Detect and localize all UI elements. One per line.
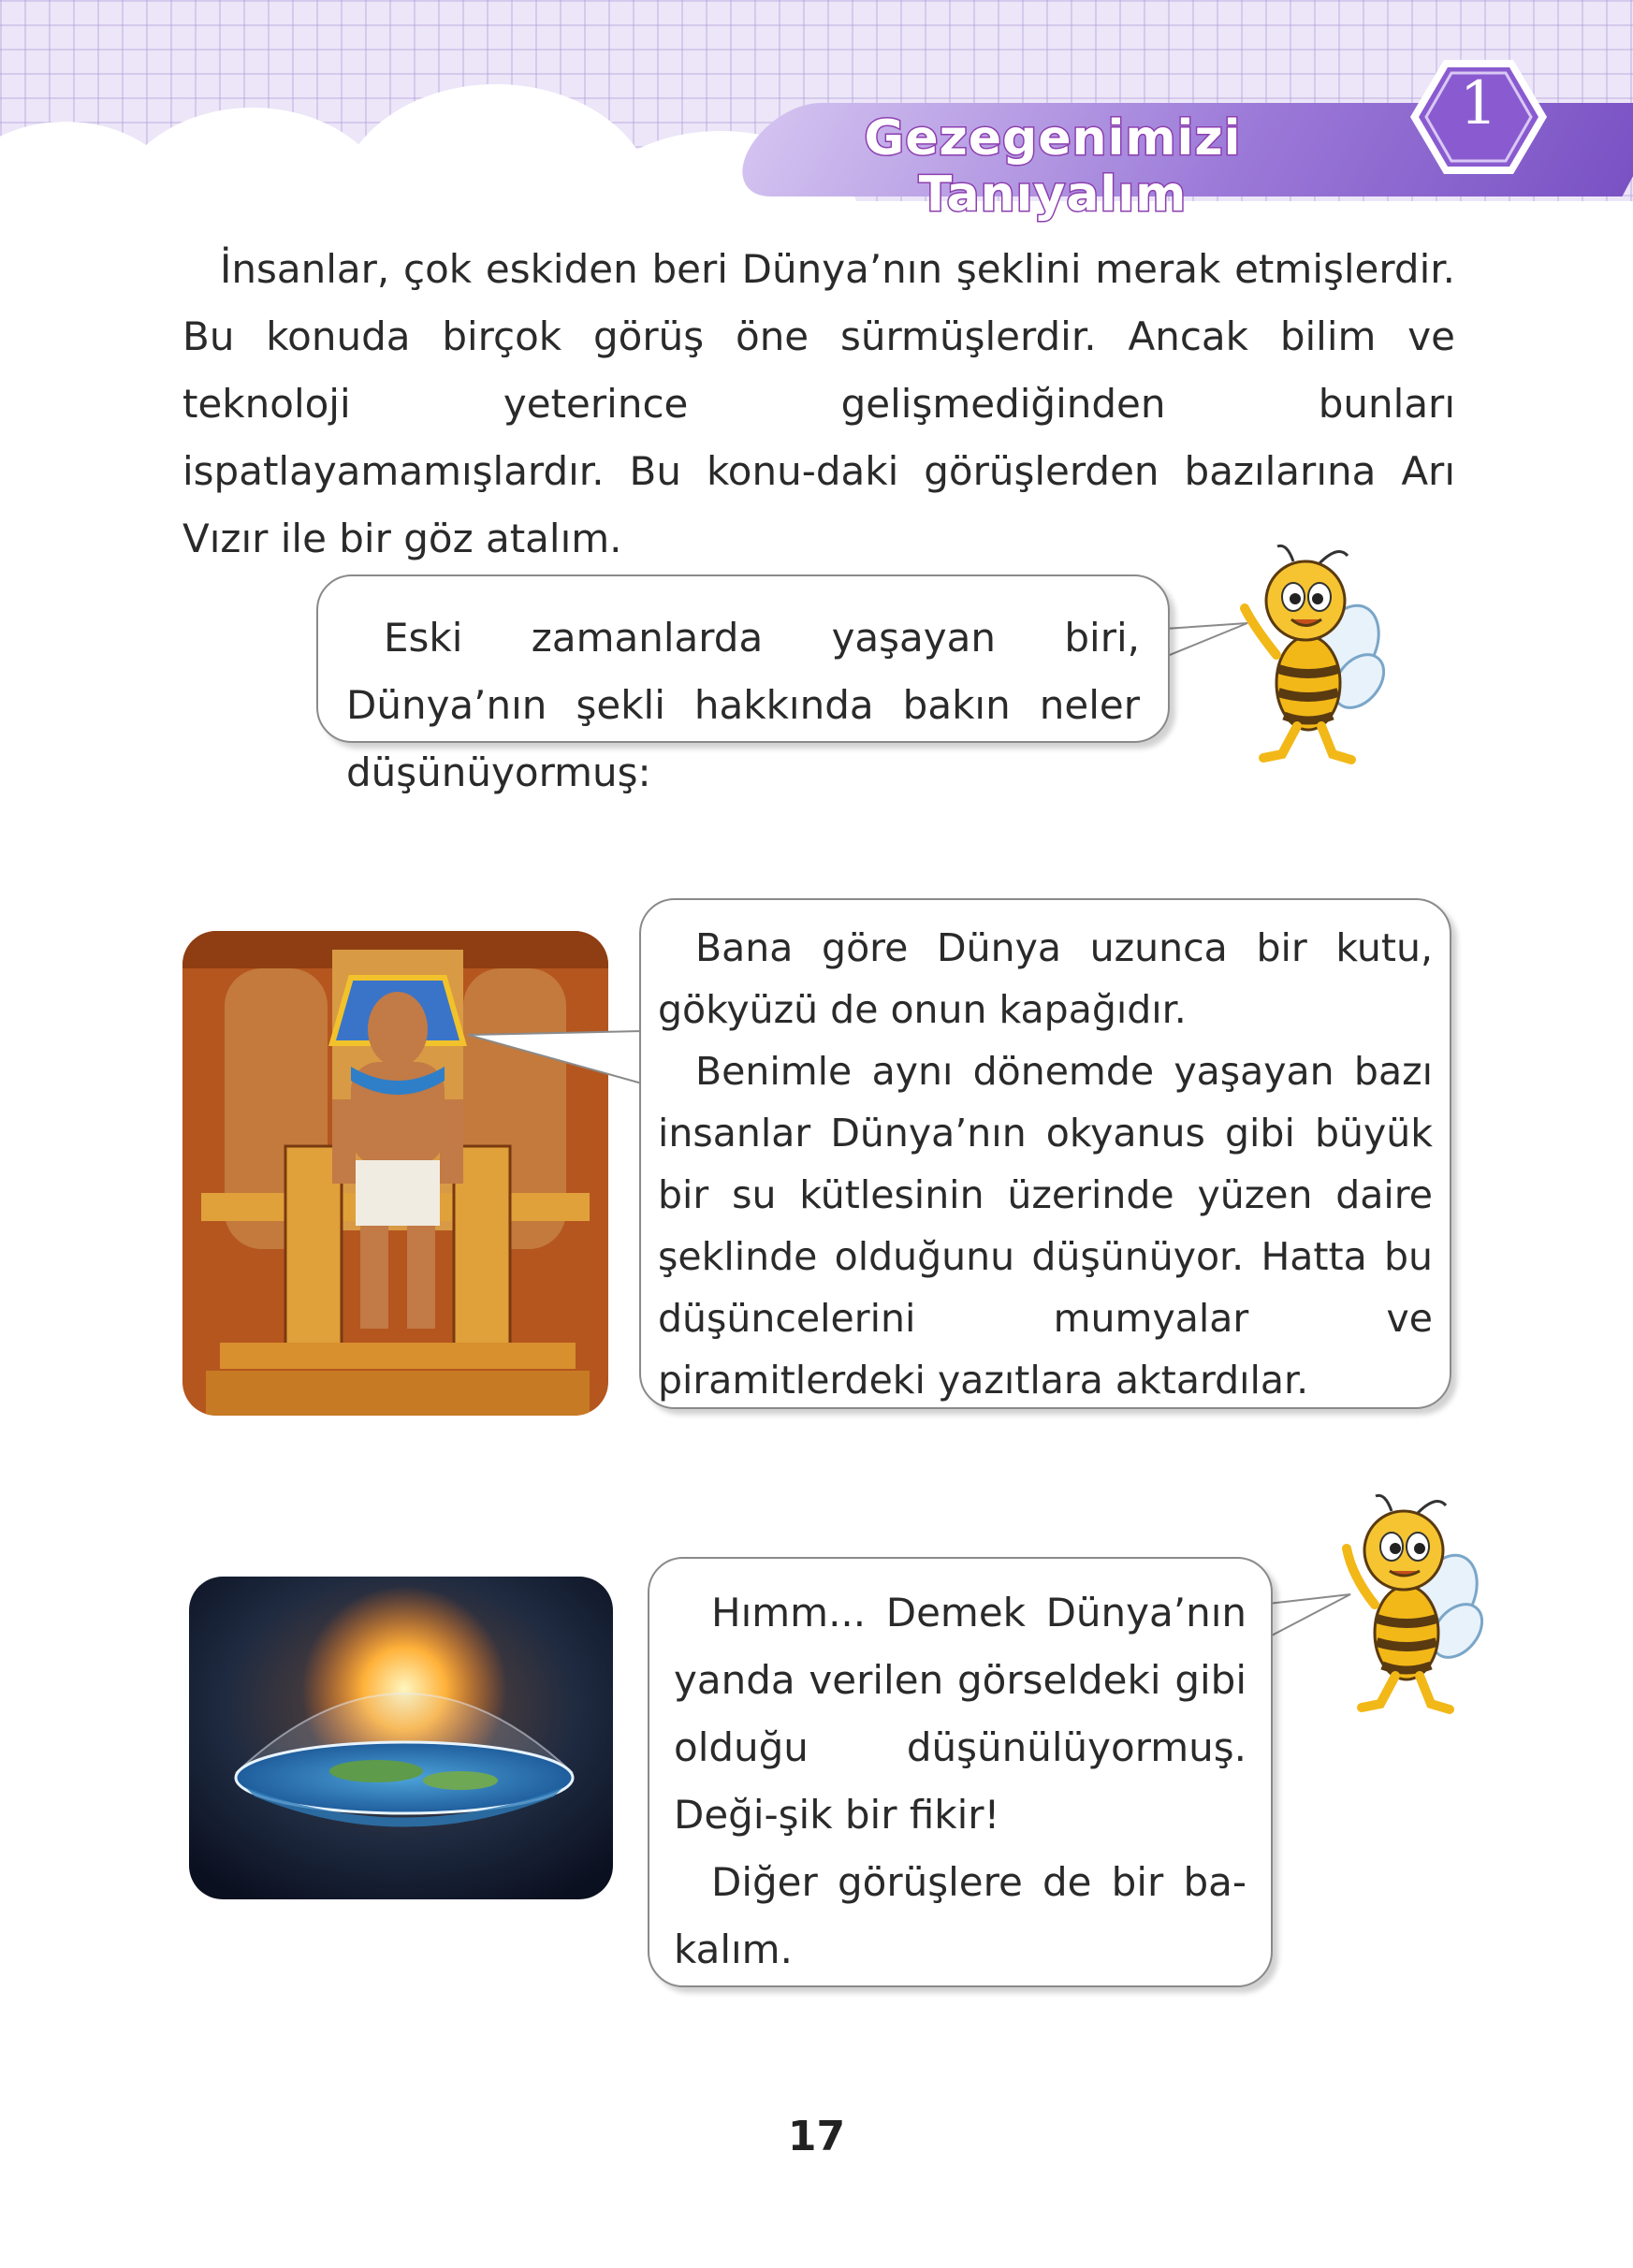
bubble-text: Bana göre Dünya uzunca bir kutu, gökyüzü de onun kapağıdır. — [658, 925, 1433, 1032]
speech-bubble-bee-1 — [316, 574, 1170, 795]
flat-earth-icon — [189, 1577, 613, 1899]
speech-bubble-bee-2 — [648, 1557, 1273, 1987]
pharaoh-illustration — [182, 931, 608, 1416]
flat-earth-illustration — [189, 1577, 613, 1899]
bubble-text: Benimle aynı dönemde yaşayan bazı insanlar Dünya’nın okyanus gibi büyük bir su kütlesinin üzerinde yüzen daire şeklinde olduğunu düşünüyor. Hatta bu düşüncelerini mumyalar ve piramitlerdeki yazıtlara aktardılar. — [658, 1049, 1433, 1403]
bee-mascot-icon — [1235, 543, 1385, 767]
speech-bubble-pharaoh — [639, 898, 1451, 1409]
chapter-title: Gezegenimizi Tanıyalım — [864, 110, 1242, 223]
bubble-tail — [468, 1020, 646, 1095]
bubble-text: Hımm... Demek Dünya’nın yanda verilen görseldeki gibi olduğu düşünülüyormuş. Deği-şik bir fikir! — [674, 1590, 1247, 1838]
pharaoh-throne-icon — [182, 931, 608, 1416]
unit-number: 1 — [1459, 69, 1498, 138]
page-number: 17 — [787, 2113, 846, 2160]
bubble-text: Diğer görüşlere de bir ba-kalım. — [674, 1859, 1247, 1972]
bee-mascot-icon — [1334, 1492, 1483, 1717]
intro-paragraph: İnsanlar, çok eskiden beri Dünya’nın şeklini merak etmişlerdir. Bu konuda birçok görüş öne sürmüşlerdir. Ancak bilim ve teknoloji yeterince gelişmediğinden bunları ispatlayamamışlardır. Bu konu-daki görüşlerden bazılarına Arı Vızır ile bir göz atalım. — [182, 246, 1455, 561]
bubble-text: Eski zamanlarda yaşayan biri, Dünya’nın şekli hakkında bakın neler düşünüyormuş: — [346, 615, 1140, 795]
